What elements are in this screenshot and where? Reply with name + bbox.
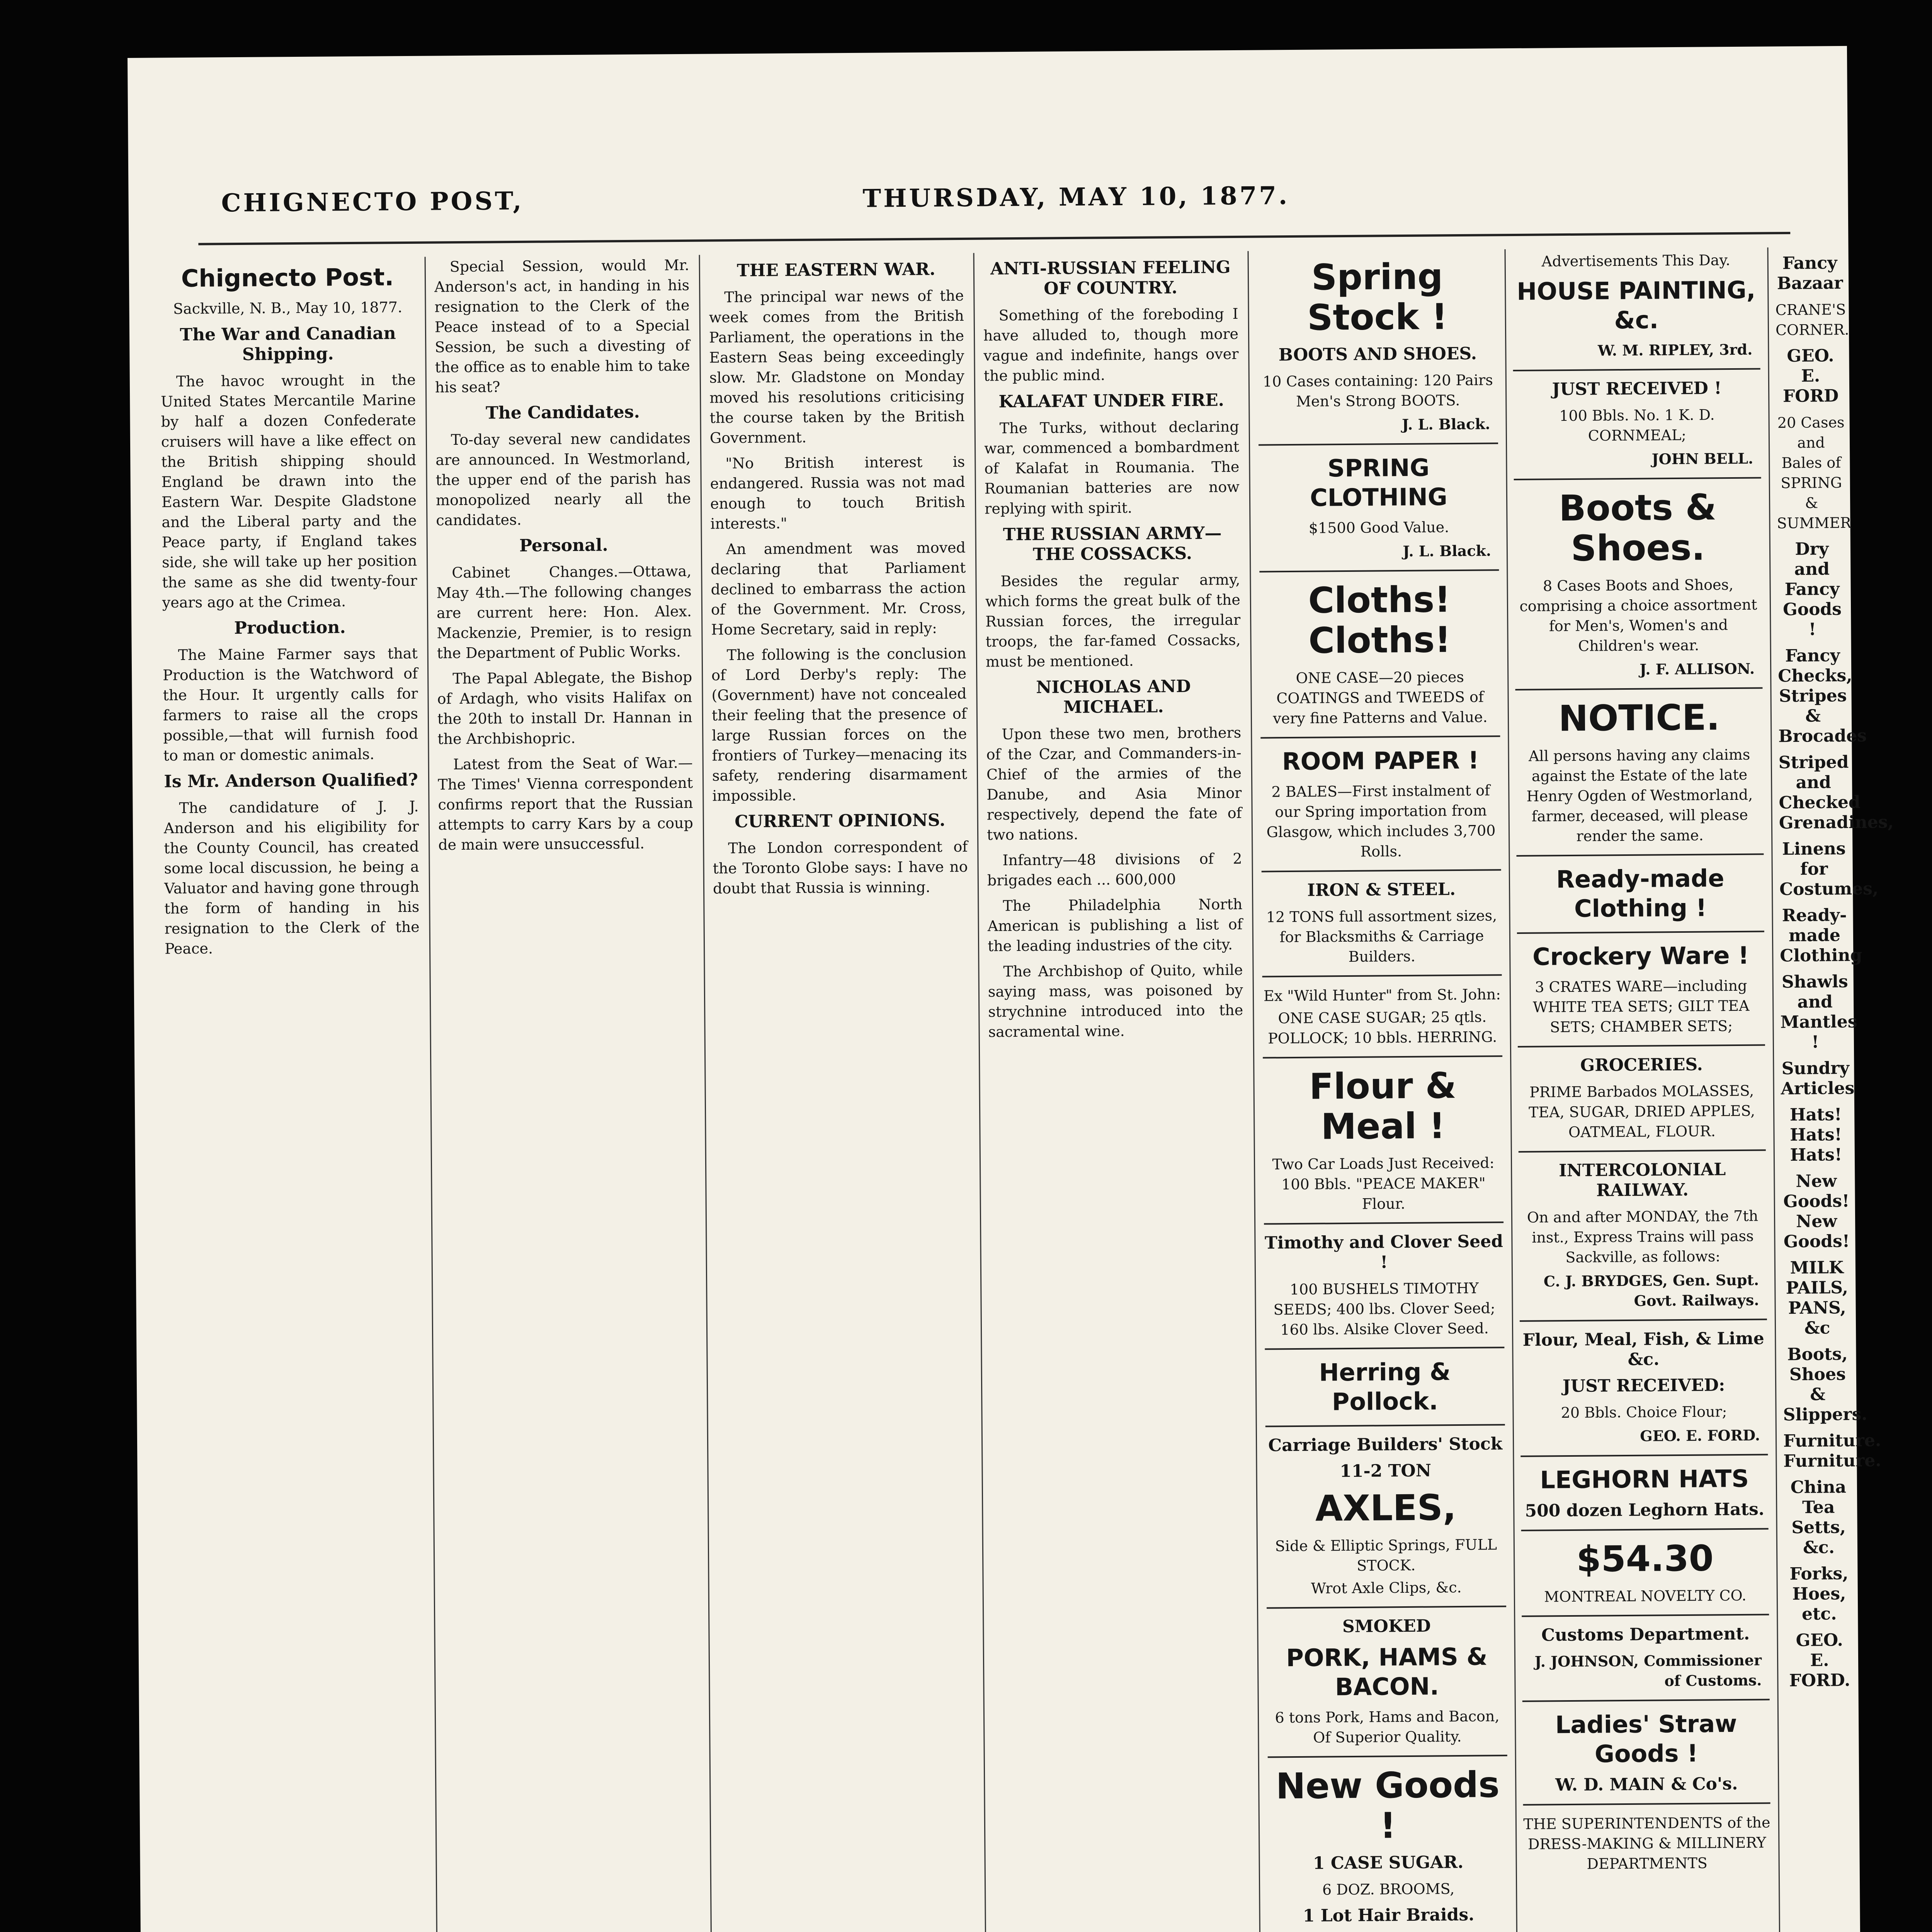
ad-headline: INTERCOLONIAL RAILWAY. [1558,1160,1726,1201]
ad-headline: Crockery Ware ! [1532,941,1749,971]
article-body: The havoc wrought in the United States Mercantile Marine by half a dozen Confederate cruisers will have a like effect on the British shipping should England be drawn into the Eastern War. Despite Gladstone and the Liberal party and the Peace party, if England takes side, she will take up her position the same as she did twenty-four years ago at the Crimea. [161,371,417,611]
ad-body: Side & Elliptic Springs, FULL STOCK. [1275,1536,1497,1574]
ad-body: ONE CASE—20 pieces COATINGS and TWEEDS of very fine Patterns and Value. [1273,668,1488,727]
ad-headline: Boots & Shoes. [1559,486,1717,569]
ad-signature: J. L. Black. [1401,415,1490,433]
table-row: Infantry—48 divisions of 2 brigades each ... 600,000 [987,850,1242,889]
ad-body: 1 CASE SUGAR. [1313,1852,1464,1873]
ad-body: $1500 Good Value. [1308,519,1449,537]
ad-headline: Furniture. Furniture. [1783,1430,1881,1471]
article-body: Besides the regular army, which forms the great bulk of the Russian forces, the irregular troops, the far-famed Cossacks, must be mentioned. [985,571,1241,670]
ad-body: 6 tons Pork, Hams and Bacon, Of Superior Quality. [1275,1708,1500,1746]
ad-subhead: BOOTS AND SHOES. [1278,344,1477,365]
article-headline: Is Mr. Anderson Qualified? [164,770,418,792]
article-body: Something of the foreboding I have alluded to, though more vague and indefinite, hangs over the public mind. [983,305,1239,384]
ad-headline: PORK, HAMS & BACON. [1286,1642,1488,1701]
ad-body: W. D. MAIN & Co's. [1555,1774,1738,1795]
ad-headline: Customs Department. [1541,1624,1750,1645]
ad-headline: MILK PAILS, PANS, &c [1786,1258,1849,1338]
ad-headline: ROOM PAPER ! [1282,746,1479,776]
ad-headline: Ready-made Clothing [1780,905,1862,966]
ad-body: Wrot Axle Clips, &c. [1311,1578,1462,1597]
ad-headline: $54.30 [1576,1537,1714,1580]
ad-subhead: JUST RECEIVED: [1562,1375,1725,1396]
column-3 [709,253,978,1932]
ad-headline: SPRING CLOTHING [1310,453,1448,512]
article-body: The London correspondent of the Toronto Globe says: I have no doubt that Russia is winning. [713,838,968,897]
ad-body: 100 Bbls. No. 1 K. D. CORNMEAL; [1559,406,1715,444]
article-headline: THE EASTERN WAR. [736,259,935,281]
newspaper-page [128,46,1894,1932]
masthead [198,174,1790,245]
ad-signature: GEO. E. FORD. [1789,1630,1850,1691]
article-headline: KALAFAT UNDER FIRE. [998,390,1225,412]
column-1 [160,257,429,1932]
ad-body: 8 Cases Boots and Shoes, comprising a choice assortment for Men's, Women's and Children's wear. [1519,576,1757,655]
ad-headline: Ladies' Straw Goods ! [1555,1709,1737,1768]
ad-body: 100 BUSHELS TIMOTHY SEEDS; 400 lbs. Clover Seed; 160 lbs. Alsike Clover Seed. [1273,1279,1495,1338]
ad-body: 10 Cases containing: 120 Pairs Men's Strong BOOTS. [1262,371,1493,410]
article-body: The Turks, without declaring war, commenced a bombardment of Kalafat in Roumania. The Roumanian batteries are now replying with spirit. [984,418,1240,517]
article-body: The Papal Ablegate, the Bishop of Ardagh, who visits Halifax on the 20th to install Dr. Hannan in the Archbishopric. [437,668,693,748]
ad-signature: W. M. RIPLEY, 3rd. [1597,340,1753,359]
article-body: An amendment was moved declaring that Parliament declined to embarrass the action of the Government. Mr. Cross, Home Secretary, said in reply: [711,539,966,638]
article-headline: Personal. [519,535,608,556]
article-body: To-day several new candidates are announced. In Westmorland, the upper end of the parish has monopolized nearly all the candidates. [435,429,691,529]
ad-headline: Ready-made Clothing ! [1556,864,1725,923]
article-body: The following is the conclusion of Lord Derby's reply: The (Government) have not concealed their feeling that the presence of large Russian forces on the frontiers of Turkey—menacing its safety, rendering disarmament impossible. [711,645,968,804]
ad-headline: Fancy Checks, Stripes & Brocades [1778,646,1867,747]
ad-headline: IRON & STEEL. [1307,879,1456,900]
dateline: Sackville, N. B., May 10, 1877. [173,299,403,318]
article-body: The principal war news of the week comes from the British Parliament, the operations in the Eastern Seas being exceedingly slow. Mr. Gladstone on Monday moved his resolutions criticising the course taken by the British Government. [709,287,965,447]
ad-headline: Spring Stock ! [1307,256,1448,338]
ad-headline: Forks, Hoes, etc. [1789,1564,1849,1624]
ad-body: ONE CASE SUGAR; 25 qtls. POLLOCK; 10 bbls. HERRING. [1268,1008,1497,1047]
ad-headline: JUST RECEIVED ! [1552,378,1722,400]
column-6-ads [1512,248,1774,1932]
ad-body: PRIME Barbados MOLASSES, TEA, SUGAR, DRIED APPLES, OATMEAL, FLOUR. [1528,1082,1755,1141]
article-body: The Maine Farmer says that Production is the Watchword of the Hour. It urgently calls for farmers to raise all the crops possible,—that will furnish food to man or domestic animals. [163,645,418,764]
ad-headline: Carriage Builders' Stock [1268,1434,1503,1456]
article-body: The Archbishop of Quito, while saying mass, was poisoned by strychnine introduced into the sacramental wine. [988,961,1243,1041]
ad-body: 2 BALES—First instalment of our Spring importation from Glasgow, which includes 3,700 Rolls. [1266,782,1496,860]
ad-headline: HOUSE PAINTING, &c. [1517,276,1756,335]
article-headline: NICHOLAS AND MICHAEL. [1036,676,1191,718]
ad-body: Two Car Loads Just Received: 100 Bbls. "PEACE MAKER" Flour. [1272,1154,1495,1213]
ad-signature: J. L. Black. [1403,542,1492,560]
ad-body: 3 CRATES WARE—including WHITE TEA SETS; GILT TEA SETS; CHAMBER SETS; [1532,977,1750,1036]
article-body: The candidature of J. J. Anderson and his eligibility for the County Council, has created some local discussion, he being a Valuator and having gone through the form of handing in his resignation to the Clerk of the Peace. [163,798,420,957]
column-7-ads [1775,247,1894,1932]
article-body: Latest from the Seat of War.—The Times' Vienna correspondent confirms report that the Russian attempts to carry Kars by a coup de main were unsuccessful. [437,754,694,854]
ad-body: THE SUPERINTENDENTS of the DRESS-MAKING & MILLINERY DEPARTMENTS [1523,1814,1770,1872]
ad-headline: GEO. E. FORD [1782,346,1839,406]
article-headline: THE RUSSIAN ARMY—THE COSSACKS. [1003,523,1222,565]
ad-headline: Flour & Meal ! [1309,1065,1457,1148]
ad-body: All persons having any claims against the Estate of the late Henry Ogden of Westmorland, farmer, deceased, will please render the same. [1526,746,1753,845]
ad-body: 6 DOZ. BROOMS, [1322,1880,1455,1898]
ad-headline: Hats! Hats! Hats! [1789,1105,1842,1165]
ad-headline: Boots, Shoes & Slippers. [1783,1344,1867,1425]
column-4 [983,251,1252,1932]
article-headline: The War and Canadian Shipping. [180,323,396,364]
ad-body: 1 Lot Hair Braids. [1303,1905,1475,1926]
column-2 [434,255,704,1932]
article-body: Upon these two men, brothers of the Czar, and Commanders-in-Chief of the armies of the Danube, and Asia Minor respectively, depend the fate of two nations. [986,724,1242,844]
article-headline: CURRENT OPINIONS. [735,810,946,832]
ad-headline: New Goods! New Goods! [1783,1171,1850,1252]
nameplate: Chignecto Post. [181,263,394,293]
section-heading: Advertisements This Day. [1541,252,1731,270]
ad-headline: Ex "Wild Hunter" from St. John: [1263,986,1501,1005]
ad-signature: JOHN BELL. [1651,449,1753,468]
ad-body: 12 TONS full assortment sizes, for Blacksmiths & Carriage Builders. [1266,907,1497,965]
ad-body: 20 Bbls. Choice Flour; [1561,1403,1727,1422]
article-body: The Philadelphia North American is publishing a list of the leading industries of the city. [987,895,1243,955]
ad-signature: GEO. E. FORD. [1640,1426,1760,1445]
article-headline: Production. [234,617,346,638]
article-body: "No British interest is endangered. Russia was not mad enough to touch British interests." [710,453,966,532]
ad-body: MONTREAL NOVELTY CO. [1544,1587,1747,1605]
ad-headline: China Tea Setts, &c. [1790,1477,1847,1558]
ad-headline: Striped and Checked Grenadines, [1778,752,1894,833]
ad-headline: LEGHORN HATS [1540,1464,1749,1494]
ad-headline: Dry and Fancy Goods ! [1782,539,1842,639]
ad-headline: NOTICE. [1558,697,1720,740]
ad-body: 20 Cases and Bales of SPRING & SUMMER [1777,414,1851,532]
ad-headline: AXLES, [1315,1487,1457,1529]
ad-signature: C. J. BRYDGES, Gen. Supt. Govt. Railways. [1543,1271,1759,1310]
ad-headline: GROCERIES. [1580,1054,1703,1075]
ad-body: CRANE'S CORNER. [1775,301,1849,339]
ad-headline: Timothy and Clover Seed ! [1264,1231,1503,1272]
column-5-ads [1257,249,1511,1932]
ad-signature: J. JOHNSON, Commissioner of Customs. [1534,1651,1762,1690]
ad-headline: Fancy Bazaar [1777,253,1843,294]
ad-body: 500 dozen Leghorn Hats. [1525,1499,1765,1521]
ad-signature: J. F. ALLISON. [1639,660,1755,678]
article-body: Special Session, would Mr. Anderson's act, in handing in his resignation to the Clerk of the Peace instead of to a Special Session, be such a divesting of the office as to enable him to take his seat? [434,256,690,396]
issue-date: THURSDAY, MAY 10, 1877. [862,181,1290,213]
ad-headline: Herring & Pollock. [1319,1357,1451,1416]
ad-headline: Flour, Meal, Fish, & Lime &c. [1522,1328,1764,1369]
ad-headline: Linens for Costumes, [1779,839,1879,900]
ad-headline: Sundry Articles [1781,1058,1855,1099]
ad-headline: Shawls and Mantles ! [1780,971,1857,1052]
ad-headline: New Goods ! [1276,1764,1500,1847]
article-body: Cabinet Changes.—Ottawa, May 4th.—The following changes are current here: Hon. Alex. Mackenzie, Premier, is to resign the Department of Public Works. [436,562,692,662]
ad-headline: Cloths! Cloths! [1308,579,1451,662]
paper-name: CHIGNECTO POST, [221,186,524,218]
ad-subhead: 11-2 TON [1340,1461,1432,1481]
ad-headline: SMOKED [1342,1616,1431,1637]
ad-body: On and after MONDAY, the 7th inst., Express Trains will pass Sackville, as follows: [1527,1207,1759,1266]
article-headline: The Candidates. [485,402,640,423]
article-headline: ANTI-RUSSIAN FEELING OF COUNTRY. [990,257,1231,299]
